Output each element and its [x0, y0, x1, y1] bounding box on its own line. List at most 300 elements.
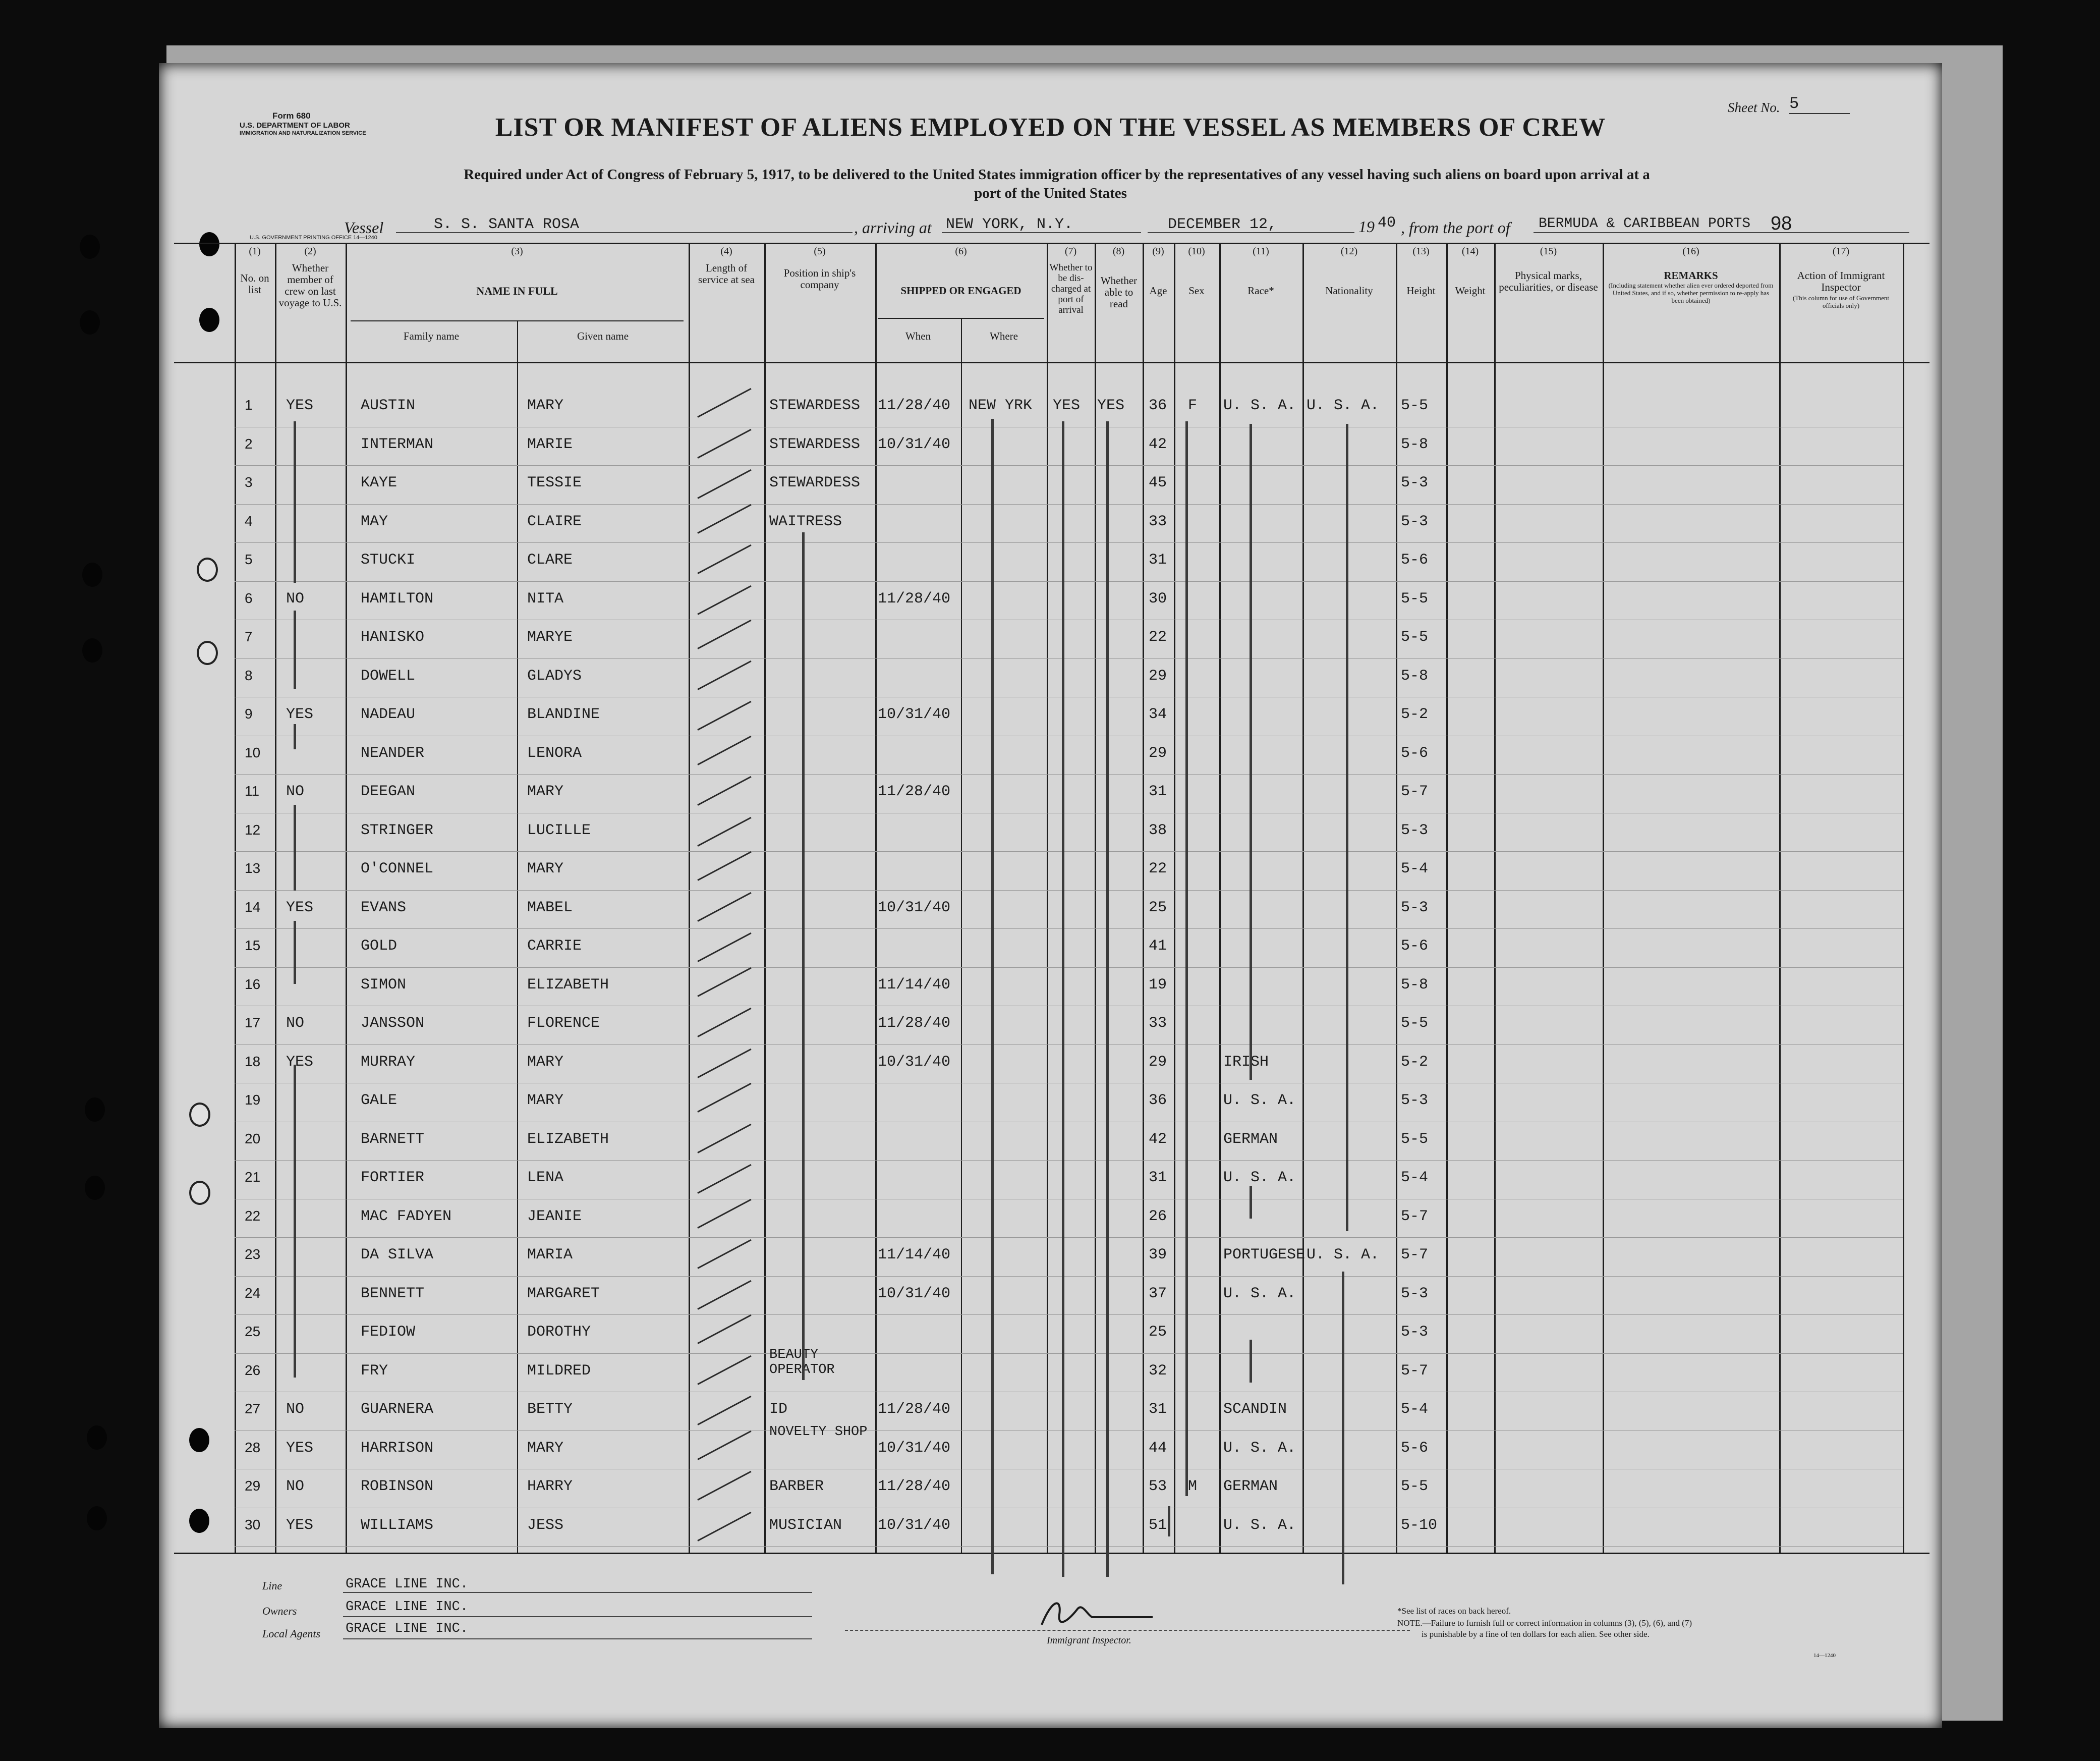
- service-length-mark: [697, 1123, 751, 1153]
- service-length-mark: [697, 1355, 751, 1385]
- arrival-port: NEW YORK, N.Y.: [946, 216, 1073, 233]
- col-num: (2): [304, 246, 316, 257]
- position: BARBER: [769, 1478, 824, 1495]
- row-number: 10: [245, 744, 261, 760]
- binder-hole: [199, 308, 219, 332]
- col-num: (15): [1540, 246, 1557, 257]
- age: 31: [1149, 1401, 1167, 1418]
- nationality: U. S. A.: [1307, 1246, 1380, 1263]
- table-row: [159, 1240, 1942, 1279]
- family-name: HAMILTON: [361, 590, 434, 608]
- col-num: (16): [1682, 246, 1699, 257]
- shipped-when: 11/14/40: [878, 1246, 951, 1263]
- shipped-when: 11/28/40: [878, 1401, 951, 1418]
- family-name: SIMON: [361, 976, 407, 994]
- binder-hole: [82, 563, 102, 587]
- row-number: 13: [245, 860, 261, 876]
- height: 5-2: [1401, 706, 1429, 723]
- family-name: HANISKO: [361, 629, 425, 646]
- col-num: (4): [720, 246, 732, 257]
- col-header-when: When: [905, 330, 931, 342]
- table-top-border: [174, 243, 1929, 244]
- form-subtitle: Required under Act of Congress of February 5, 1917, to be delivered to the United States immigration officer by the representatives of any vessel having such aliens on board upon arrival at a: [464, 167, 1650, 183]
- form-title: LIST OR MANIFEST OF ALIENS EMPLOYED ON THE VESSEL AS MEMBERS OF CREW: [495, 113, 1606, 142]
- height: 5-4: [1401, 1169, 1429, 1186]
- col-num: (11): [1253, 246, 1269, 257]
- agents-underline: [343, 1638, 812, 1639]
- age: 33: [1149, 1015, 1167, 1032]
- age: 44: [1149, 1439, 1167, 1457]
- age: 31: [1149, 552, 1167, 569]
- service-length-mark: [697, 932, 751, 962]
- age: 41: [1149, 938, 1167, 955]
- row-number: 24: [245, 1285, 261, 1301]
- sex: F: [1188, 397, 1198, 414]
- service-length-mark: [697, 1471, 751, 1501]
- table-row: [159, 1279, 1942, 1318]
- form-number: Form 680: [272, 111, 311, 121]
- position: NOVELTY SHOP: [769, 1424, 868, 1440]
- table-row: [159, 1424, 1942, 1472]
- age: 22: [1149, 629, 1167, 646]
- col-header-age: Age: [1149, 285, 1167, 297]
- given-name: CLARE: [527, 552, 573, 569]
- table-row: [159, 1202, 1942, 1241]
- shipped-when: 10/31/40: [878, 899, 951, 916]
- row-number: 25: [245, 1324, 261, 1339]
- family-name: STRINGER: [361, 821, 434, 839]
- table-row: [159, 391, 1942, 430]
- service-length-mark: [697, 1239, 751, 1269]
- given-name: FLORENCE: [527, 1015, 600, 1032]
- given-name: GLADYS: [527, 667, 582, 685]
- table-row: [159, 931, 1942, 970]
- table-row: [159, 662, 1942, 700]
- name-divider: [351, 320, 684, 321]
- row-number: 3: [245, 474, 253, 490]
- row-number: 8: [245, 667, 253, 683]
- col-header-physical: Physical marks, peculiarities, or disease: [1499, 269, 1598, 293]
- family-name: NADEAU: [361, 706, 416, 723]
- stamp-number: 98: [1771, 213, 1792, 234]
- height: 5-6: [1401, 1439, 1429, 1457]
- age: 38: [1149, 821, 1167, 839]
- height: 5-7: [1401, 1362, 1429, 1380]
- col-header-sex: Sex: [1188, 285, 1205, 297]
- race: SCANDIN: [1223, 1401, 1287, 1418]
- service-length-mark: [697, 1048, 751, 1078]
- col-header-discharged: Whether to be dis-charged at port of arrival: [1049, 262, 1093, 315]
- table-row: [159, 777, 1942, 816]
- race: IRISH: [1223, 1053, 1269, 1071]
- race: U. S. A.: [1223, 1285, 1296, 1302]
- height: 5-6: [1401, 552, 1429, 569]
- given-name: MARY: [527, 1092, 564, 1109]
- service-length-mark: [697, 967, 751, 997]
- row-number: 12: [245, 821, 261, 838]
- table-row: [159, 700, 1942, 739]
- owners-label: Owners: [262, 1605, 297, 1617]
- height: 5-3: [1401, 513, 1429, 530]
- col-header-given-name: Given name: [577, 330, 629, 342]
- table-row: [159, 1395, 1942, 1434]
- table-row: [159, 739, 1942, 778]
- given-name: CARRIE: [527, 938, 582, 955]
- height: 5-4: [1401, 1401, 1429, 1418]
- row-number: 5: [245, 552, 253, 567]
- col-header-remarks: REMARKS: [1664, 269, 1718, 282]
- binder-hole: [85, 1176, 105, 1200]
- ditto-mark: [1185, 421, 1188, 1496]
- races-note: *See list of races on back hereof.: [1397, 1606, 1511, 1616]
- shipped-when: 11/28/40: [878, 590, 951, 608]
- family-name: MURRAY: [361, 1053, 416, 1071]
- vessel-name: S. S. SANTA ROSA: [434, 216, 580, 233]
- age: 53: [1149, 1478, 1167, 1495]
- age: 36: [1149, 1092, 1167, 1109]
- agents-label: Local Agents: [262, 1627, 321, 1640]
- family-name: FRY: [361, 1362, 388, 1380]
- given-name: ELIZABETH: [527, 1130, 609, 1148]
- family-name: DOWELL: [361, 667, 416, 685]
- col-header-where: Where: [990, 330, 1018, 342]
- row-number: 7: [245, 629, 253, 644]
- service-length-mark: [697, 504, 751, 533]
- service-length-mark: [697, 544, 751, 574]
- given-name: MARYE: [527, 629, 573, 646]
- row-number: 18: [245, 1053, 261, 1069]
- col-header-name: NAME IN FULL: [476, 285, 558, 297]
- family-name: BARNETT: [361, 1130, 425, 1148]
- given-name: JEANIE: [527, 1207, 582, 1225]
- height: 5-3: [1401, 1285, 1429, 1302]
- age: 29: [1149, 667, 1167, 685]
- table-row: [159, 1125, 1942, 1164]
- age: 34: [1149, 706, 1167, 723]
- race: GERMAN: [1223, 1130, 1278, 1148]
- height: 5-7: [1401, 783, 1429, 800]
- table-row: [159, 584, 1942, 623]
- ditto-mark: [802, 532, 805, 1380]
- family-name: O'CONNEL: [361, 860, 434, 877]
- family-name: STUCKI: [361, 552, 416, 569]
- table-row: [159, 1347, 1942, 1395]
- given-name: TESSIE: [527, 474, 582, 491]
- family-name: BENNETT: [361, 1285, 425, 1302]
- age: 42: [1149, 1130, 1167, 1148]
- race: GERMAN: [1223, 1478, 1278, 1495]
- position: WAITRESS: [769, 513, 842, 530]
- form-code: 14—1240: [1813, 1653, 1836, 1659]
- vessel-label: Vessel: [344, 218, 384, 237]
- ditto-mark: [1250, 1340, 1252, 1383]
- binder-hole: [87, 1506, 107, 1530]
- col-header-no: No. on list: [240, 272, 269, 296]
- table-row: [159, 430, 1942, 469]
- given-name: MARY: [527, 1053, 564, 1071]
- age: 22: [1149, 860, 1167, 877]
- last-voyage: YES: [286, 1439, 314, 1457]
- ditto-mark: [294, 1065, 296, 1378]
- table-row: [159, 1317, 1942, 1356]
- ditto-mark: [294, 421, 296, 583]
- sex: M: [1188, 1478, 1198, 1495]
- penalty-note-2: is punishable by a fine of ten dollars for each alien. See other side.: [1422, 1629, 1650, 1639]
- age: 25: [1149, 899, 1167, 916]
- col-header-action-note: (This column for use of Government officials only): [1793, 294, 1889, 309]
- ditto-mark: [294, 805, 296, 891]
- last-voyage: NO: [286, 1015, 305, 1032]
- last-voyage: YES: [286, 899, 314, 916]
- ditto-mark: [1168, 1506, 1170, 1536]
- service-length-mark: [697, 701, 751, 731]
- given-name: HARRY: [527, 1478, 573, 1495]
- service-length-mark: [697, 428, 751, 458]
- col-num: (8): [1112, 246, 1125, 257]
- family-name: HARRISON: [361, 1439, 434, 1457]
- given-name: MABEL: [527, 899, 573, 916]
- age: 29: [1149, 1053, 1167, 1071]
- service-length-mark: [697, 620, 751, 649]
- year-prefix: 19: [1358, 217, 1375, 236]
- given-name: CLAIRE: [527, 513, 582, 530]
- col-header-action: Action of Immigrant Inspector: [1797, 269, 1885, 293]
- height: 5-5: [1401, 1478, 1429, 1495]
- ditto-mark: [1250, 424, 1252, 1080]
- table-row: [159, 1086, 1942, 1125]
- binder-hole: [199, 232, 219, 256]
- family-name: EVANS: [361, 899, 407, 916]
- col-header-weight: Weight: [1455, 285, 1486, 297]
- family-name: INTERMAN: [361, 435, 434, 453]
- service-length-mark: [697, 660, 751, 690]
- col-num: (13): [1412, 246, 1430, 257]
- position: STEWARDESS: [769, 397, 861, 414]
- family-name: MAC FADYEN: [361, 1207, 452, 1225]
- age: 36: [1149, 397, 1167, 414]
- height: 5-8: [1401, 976, 1429, 994]
- age: 26: [1149, 1207, 1167, 1225]
- age: 32: [1149, 1362, 1167, 1380]
- service: IMMIGRATION AND NATURALIZATION SERVICE: [240, 130, 366, 136]
- height: 5-3: [1401, 1324, 1429, 1341]
- service-length-mark: [697, 735, 751, 765]
- col-header-race: Race*: [1247, 285, 1274, 297]
- family-name: GUARNERA: [361, 1401, 434, 1418]
- shipped-when: 11/28/40: [878, 783, 951, 800]
- discharged: YES: [1053, 397, 1081, 414]
- col-num: (14): [1461, 246, 1479, 257]
- table-row: [159, 1163, 1942, 1202]
- table-row: [159, 1511, 1942, 1550]
- service-length-mark: [697, 1198, 751, 1228]
- height: 5-3: [1401, 474, 1429, 491]
- table-row: [159, 1048, 1942, 1086]
- height: 5-6: [1401, 938, 1429, 955]
- from-underline: [1534, 232, 1909, 233]
- given-name: MARY: [527, 1439, 564, 1457]
- given-name: LUCILLE: [527, 821, 591, 839]
- from-label: , from the port of: [1401, 218, 1510, 237]
- age: 37: [1149, 1285, 1167, 1302]
- row-number: 9: [245, 706, 253, 722]
- row-number: 21: [245, 1169, 261, 1185]
- shipped-when: 10/31/40: [878, 1439, 951, 1457]
- service-length-mark: [697, 1314, 751, 1344]
- table-row: [159, 816, 1942, 855]
- age: 39: [1149, 1246, 1167, 1263]
- nationality: U. S. A.: [1307, 397, 1380, 414]
- sheet-number: 5: [1789, 94, 1850, 114]
- service-length-mark: [697, 1280, 751, 1309]
- service-length-mark: [697, 892, 751, 921]
- given-name: NITA: [527, 590, 564, 608]
- position: STEWARDESS: [769, 474, 861, 491]
- col-header-position: Position in ship's company: [783, 267, 856, 291]
- shipped-when: 10/31/40: [878, 1516, 951, 1534]
- last-voyage: NO: [286, 783, 305, 800]
- given-name: MARIE: [527, 435, 573, 453]
- family-name: AUSTIN: [361, 397, 416, 414]
- ditto-mark: [1062, 421, 1064, 1577]
- row-number: 14: [245, 899, 261, 915]
- shipped-when: 11/28/40: [878, 397, 951, 414]
- age: 51: [1149, 1516, 1167, 1534]
- height: 5-10: [1401, 1516, 1438, 1534]
- col-header-shipped: SHIPPED OR ENGAGED: [900, 285, 1021, 297]
- shipped-when: 10/31/40: [878, 1285, 951, 1302]
- age: 31: [1149, 783, 1167, 800]
- ditto-mark: [1106, 421, 1109, 1577]
- row-number: 30: [245, 1516, 261, 1532]
- table-row: [159, 1472, 1942, 1511]
- row-number: 26: [245, 1362, 261, 1378]
- col-header-family-name: Family name: [403, 330, 460, 342]
- ditto-mark: [294, 611, 296, 689]
- last-voyage: YES: [286, 1053, 314, 1071]
- col-num: (12): [1340, 246, 1358, 257]
- age: 31: [1149, 1169, 1167, 1186]
- service-length-mark: [697, 1164, 751, 1194]
- height: 5-3: [1401, 821, 1429, 839]
- table-row: [159, 970, 1942, 1009]
- service-length-mark: [697, 388, 751, 418]
- service-length-mark: [697, 469, 751, 499]
- last-voyage: YES: [286, 397, 314, 414]
- shipped-when: 10/31/40: [878, 706, 951, 723]
- height: 5-3: [1401, 899, 1429, 916]
- given-name: LENA: [527, 1169, 564, 1186]
- race: PORTUGESE: [1223, 1246, 1306, 1263]
- height: 5-8: [1401, 435, 1429, 453]
- col-header-last-voyage: Whether member of crew on last voyage to U.S.: [278, 262, 342, 309]
- service-length-mark: [697, 585, 751, 615]
- col-header-remarks-note: (Including statement whether alien ever ordered deported from United States, and if so, whether permission to re-apply has been obtained): [1608, 282, 1774, 304]
- height: 5-2: [1401, 1053, 1429, 1071]
- manifest-sheet: [159, 63, 1942, 1728]
- year-suffix: 40: [1378, 214, 1396, 232]
- family-name: FORTIER: [361, 1169, 425, 1186]
- table-row: [159, 623, 1942, 662]
- col-header-read: Whether able to read: [1100, 274, 1138, 310]
- height: 5-5: [1401, 397, 1429, 414]
- shipped-when: 10/31/40: [878, 1053, 951, 1071]
- arrival-date: DECEMBER 12,: [1168, 216, 1277, 233]
- last-voyage: NO: [286, 1478, 305, 1495]
- row-number: 23: [245, 1246, 261, 1262]
- age: 30: [1149, 590, 1167, 608]
- family-name: JANSSON: [361, 1015, 425, 1032]
- service-length-mark: [697, 816, 751, 846]
- height: 5-5: [1401, 590, 1429, 608]
- row-number: 1: [245, 397, 253, 413]
- service-length-mark: [697, 776, 751, 806]
- shipped-when: 11/14/40: [878, 976, 951, 994]
- row-number: 28: [245, 1439, 261, 1455]
- col-header-service: Length of service at sea: [698, 262, 755, 286]
- ditto-mark: [294, 921, 296, 984]
- col-num: (5): [814, 246, 826, 257]
- department: U.S. DEPARTMENT OF LABOR: [240, 121, 350, 130]
- height: 5-5: [1401, 1130, 1429, 1148]
- header-bottom-border: [174, 362, 1929, 363]
- row-number: 20: [245, 1130, 261, 1146]
- given-name: MILDRED: [527, 1362, 591, 1380]
- table-row: [159, 1009, 1942, 1048]
- age: 25: [1149, 1324, 1167, 1341]
- row-number: 29: [245, 1478, 261, 1494]
- departure-ports: BERMUDA & CARIBBEAN PORTS: [1539, 216, 1751, 232]
- given-name: ELIZABETH: [527, 976, 609, 994]
- row-number: 2: [245, 435, 253, 452]
- line-value: GRACE LINE INC.: [346, 1577, 469, 1592]
- owners-value: GRACE LINE INC.: [346, 1600, 469, 1615]
- family-name: NEANDER: [361, 744, 425, 762]
- penalty-note: NOTE.—Failure to furnish full or correct information in columns (3), (5), (6), and (7): [1397, 1618, 1692, 1628]
- given-name: MARGARET: [527, 1285, 600, 1302]
- col-num: (6): [955, 246, 967, 257]
- family-name: WILLIAMS: [361, 1516, 434, 1534]
- row-number: 27: [245, 1401, 261, 1416]
- given-name: MARY: [527, 397, 564, 414]
- ditto-mark: [1346, 424, 1348, 1231]
- ditto-mark: [1342, 1272, 1344, 1584]
- height: 5-5: [1401, 629, 1429, 646]
- last-voyage: NO: [286, 590, 305, 608]
- family-name: FEDIOW: [361, 1324, 416, 1341]
- col-header-height: Height: [1406, 285, 1436, 297]
- owners-underline: [343, 1616, 812, 1617]
- arriving-label: , arriving at: [854, 218, 932, 237]
- inspector-signature: [1032, 1594, 1163, 1635]
- family-name: KAYE: [361, 474, 398, 491]
- binder-hole: [85, 1097, 105, 1122]
- age: 45: [1149, 474, 1167, 491]
- family-name: DA SILVA: [361, 1246, 434, 1263]
- service-length-mark: [697, 1511, 751, 1541]
- line-label: Line: [262, 1579, 282, 1592]
- shipped-when: 11/28/40: [878, 1478, 951, 1495]
- binder-hole: [87, 1425, 107, 1450]
- row-number: 17: [245, 1015, 261, 1030]
- given-name: MARY: [527, 860, 564, 877]
- row-number: 15: [245, 938, 261, 953]
- shipped-when: 11/28/40: [878, 1015, 951, 1032]
- service-length-mark: [697, 1083, 751, 1113]
- binder-hole: [82, 638, 102, 663]
- printing-office: U.S. GOVERNMENT PRINTING OFFICE 14—1240: [250, 235, 377, 241]
- inspector-label: Immigrant Inspector.: [1047, 1635, 1131, 1646]
